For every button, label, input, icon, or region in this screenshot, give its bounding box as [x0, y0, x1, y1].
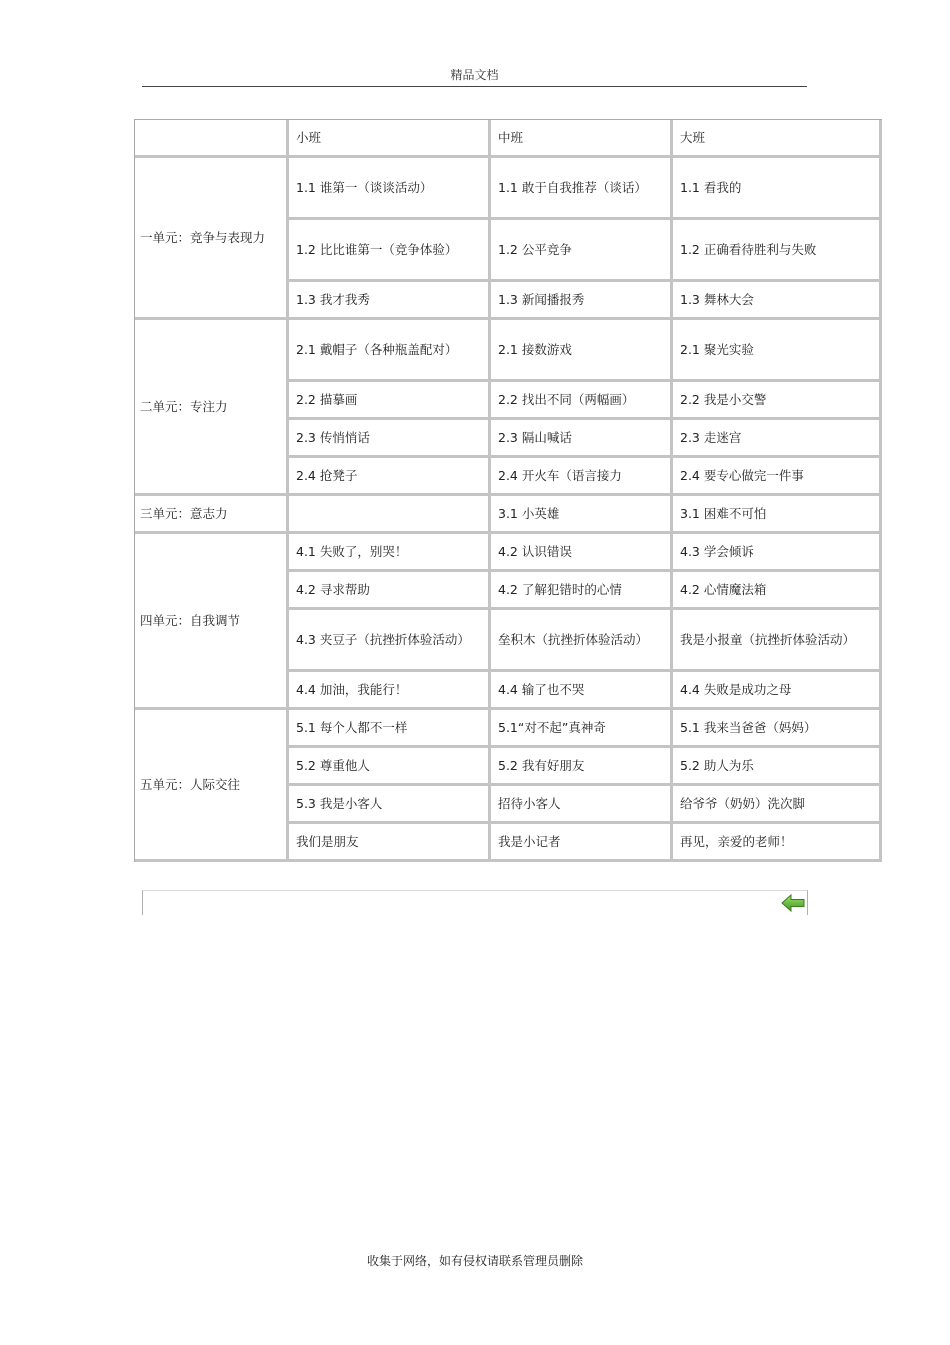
table-cell: 4.2 心情魔法箱: [673, 572, 882, 610]
table-cell: 4.2 寻求帮助: [289, 572, 491, 610]
table-header-row: [135, 120, 882, 158]
table-cell: 5.2 我有好朋友: [491, 748, 673, 786]
table-cell: 1.1 看我的: [673, 158, 882, 220]
table-cell: 我是小报童（抗挫折体验活动）: [673, 610, 882, 672]
table-cell: 1.1 敢于自我推荐（谈话）: [491, 158, 673, 220]
table-cell: 2.1 戴帽子（各种瓶盖配对）: [289, 320, 491, 382]
table-cell: 2.2 描摹画: [289, 382, 491, 420]
table-cell: 2.1 聚光实验: [673, 320, 882, 382]
header-cell-small-class: 小班: [289, 120, 491, 158]
unit-title: 一单元：竞争与表现力: [135, 158, 289, 320]
table-cell: 2.2 我是小交警: [673, 382, 882, 420]
page-header: 精品文档: [450, 68, 499, 82]
header-rule: [142, 86, 807, 87]
table-cell: 5.1 我来当爸爸（妈妈）: [673, 710, 882, 748]
back-arrow-icon[interactable]: [781, 893, 805, 913]
table-cell: 1.1 谁第一（谈谈活动）: [289, 158, 491, 220]
table-cell: 4.4 输了也不哭: [491, 672, 673, 710]
curriculum-table: [134, 119, 882, 862]
table-cell: 1.2 正确看待胜利与失败: [673, 220, 882, 282]
table-cell: 给爷爷（奶奶）洗次脚: [673, 786, 882, 824]
table-cell: 5.2 助人为乐: [673, 748, 882, 786]
table-cell: 4.3 夹豆子（抗挫折体验活动）: [289, 610, 491, 672]
table-cell: 我们是朋友: [289, 824, 491, 862]
table-cell: 2.1 接数游戏: [491, 320, 673, 382]
table-cell: 4.2 了解犯错时的心情: [491, 572, 673, 610]
table-cell: 5.3 我是小客人: [289, 786, 491, 824]
table-cell: 招待小客人: [491, 786, 673, 824]
table-cell: 3.1 困难不可怕: [673, 496, 882, 534]
unit-title: 四单元：自我调节: [135, 534, 289, 710]
table-cell: 2.4 开火车（语言接力: [491, 458, 673, 496]
table-row: [135, 496, 882, 534]
table-cell: 1.3 舞林大会: [673, 282, 882, 320]
unit-title: 三单元：意志力: [135, 496, 289, 534]
table-cell: 1.3 新闻播报秀: [491, 282, 673, 320]
table-cell: 我是小记者: [491, 824, 673, 862]
table-cell: 5.1 每个人都不一样: [289, 710, 491, 748]
table-row: [135, 534, 882, 572]
unit-title: 五单元：人际交往: [135, 710, 289, 862]
table-row: [135, 320, 882, 382]
table-cell: 垒积木（抗挫折体验活动）: [491, 610, 673, 672]
table-cell: 4.1 失败了，别哭！: [289, 534, 491, 572]
table-cell: 再见，亲爱的老师！: [673, 824, 882, 862]
table-cell: 2.3 走迷宫: [673, 420, 882, 458]
header-cell-empty: [135, 120, 289, 158]
table-cell: [289, 496, 491, 534]
table-cell: 4.4 加油，我能行！: [289, 672, 491, 710]
table-cell: 5.2 尊重他人: [289, 748, 491, 786]
table-cell: 2.3 隔山喊话: [491, 420, 673, 458]
table-cell: 4.3 学会倾诉: [673, 534, 882, 572]
unit-title: 二单元：专注力: [135, 320, 289, 496]
table-cell: 1.3 我才我秀: [289, 282, 491, 320]
table-cell: 3.1 小英雄: [491, 496, 673, 534]
table-cell: 2.3 传悄悄话: [289, 420, 491, 458]
table-row: [135, 710, 882, 748]
table-cell: 1.2 公平竞争: [491, 220, 673, 282]
table-cell: 4.4 失败是成功之母: [673, 672, 882, 710]
page-footer: 收集于网络，如有侵权请联系管理员删除: [366, 1254, 583, 1268]
table-cell: 2.4 要专心做完一件事: [673, 458, 882, 496]
bottom-nav-bar: [142, 890, 808, 915]
header-cell-big-class: 大班: [673, 120, 882, 158]
table-cell: 5.1“对不起”真神奇: [491, 710, 673, 748]
table-cell: 1.2 比比谁第一（竞争体验）: [289, 220, 491, 282]
table-row: [135, 158, 882, 220]
table-cell: 2.4 抢凳子: [289, 458, 491, 496]
table-cell: 2.2 找出不同（两幅画）: [491, 382, 673, 420]
header-cell-middle-class: 中班: [491, 120, 673, 158]
table-cell: 4.2 认识错误: [491, 534, 673, 572]
